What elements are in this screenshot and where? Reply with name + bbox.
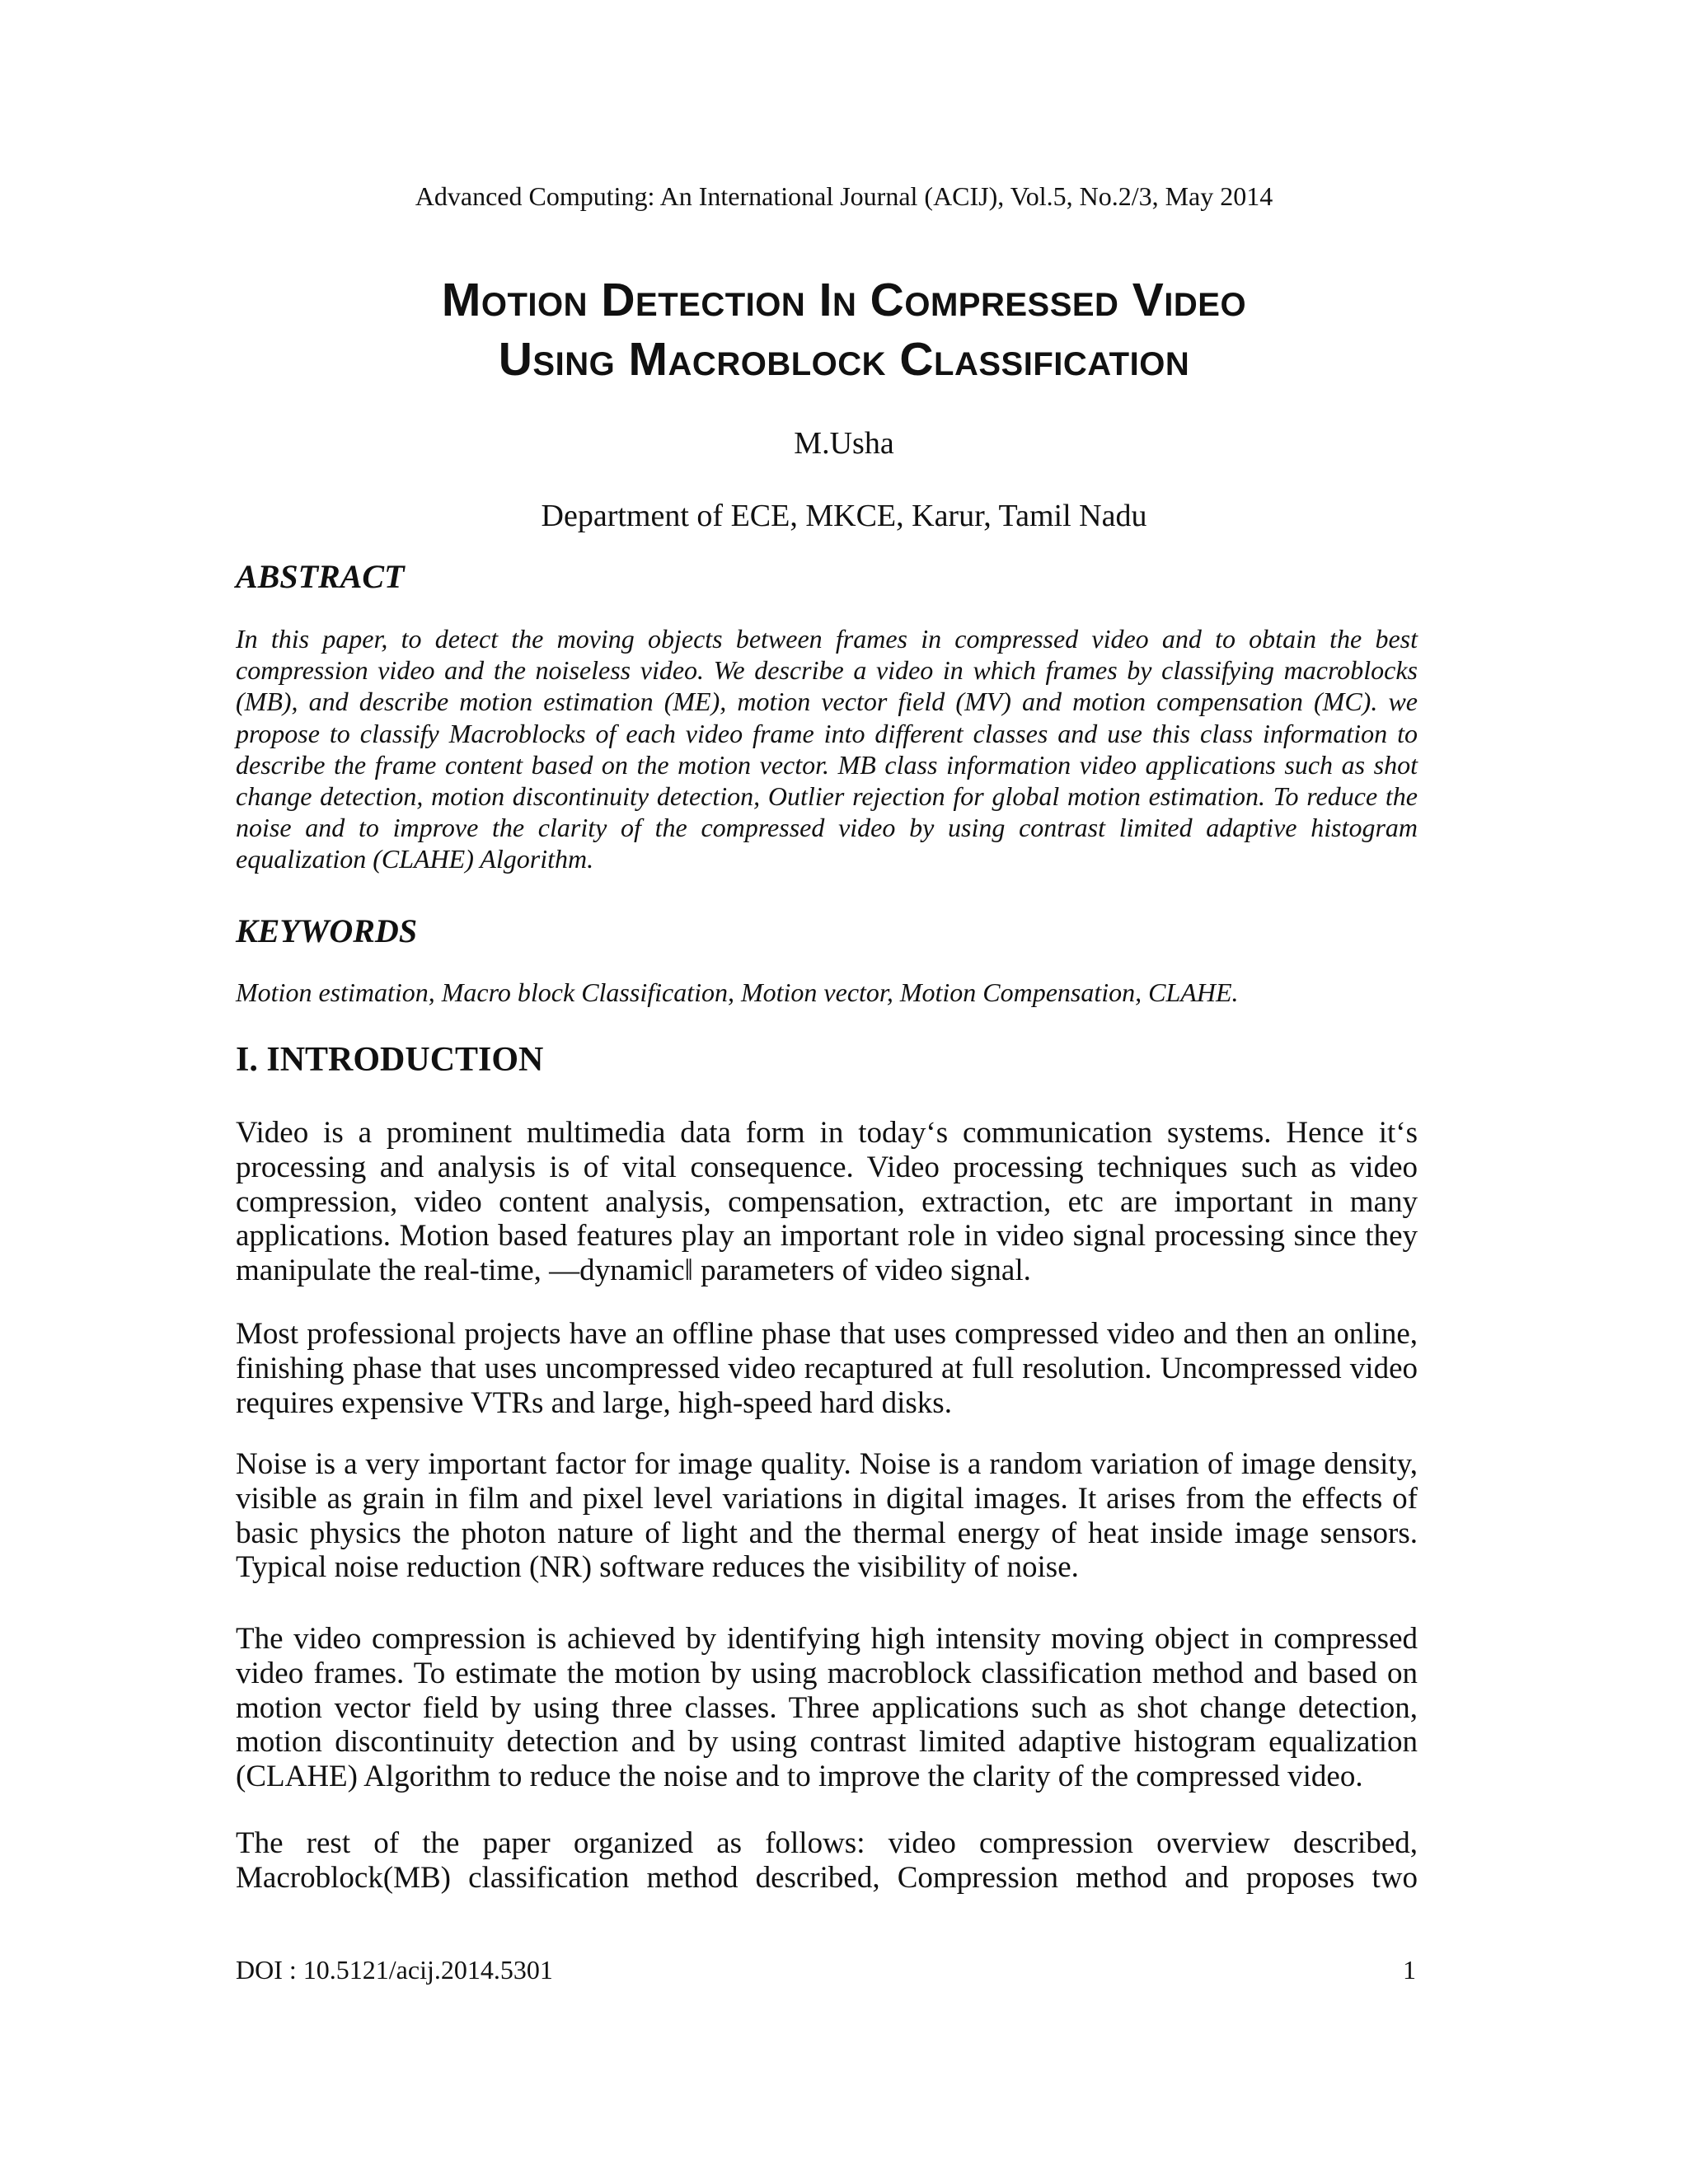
intro-paragraph-3: Noise is a very important factor for image quality. Noise is a random variation of image density, visible as grain in film and pixel level variations in digital images. It arises from the effects of basic physics the photon nature of light and the thermal energy of heat inside image sensors. Typical noise reduction (NR) software reduces the visibility of noise. bbox=[236, 1447, 1418, 1585]
title-line-2: Using Macroblock Classification bbox=[498, 333, 1190, 386]
introduction-heading: I. INTRODUCTION bbox=[236, 1041, 544, 1079]
abstract-heading: ABSTRACT bbox=[236, 558, 405, 595]
intro-paragraph-2: Most professional projects have an offline phase that uses compressed video and then an online, finishing phase that uses uncompressed video recaptured at full resolution. Uncompressed video requires expensive VTRs and large, high-speed hard disks. bbox=[236, 1317, 1418, 1420]
title-line-1: Motion Detection In Compressed Video bbox=[441, 274, 1247, 326]
intro-paragraph-5: The rest of the paper organized as follows: video compression overview described, Macroblock(MB) classification method described, Compression method and proposes two bbox=[236, 1826, 1418, 1895]
journal-header: Advanced Computing: An International Journal (ACIJ), Vol.5, No.2/3, May 2014 bbox=[415, 181, 1273, 211]
author-name: M.Usha bbox=[794, 426, 894, 461]
keywords-heading: KEYWORDS bbox=[236, 912, 418, 949]
intro-paragraph-4: The video compression is achieved by identifying high intensity moving object in compressed video frames. To estimate the motion by using macroblock classification method and based on motion vector field by using three classes. Three applications such as shot change detection, motion discontinuity detection and by using contrast limited adaptive histogram equalization (CLAHE) Algorithm to reduce the noise and to improve the clarity of the compressed video. bbox=[236, 1622, 1418, 1794]
keywords-text: Motion estimation, Macro block Classification, Motion vector, Motion Compensation, CLAHE. bbox=[236, 977, 1239, 1007]
author-affiliation: Department of ECE, MKCE, Karur, Tamil Nadu bbox=[541, 499, 1147, 533]
abstract-text: In this paper, to detect the moving objects between frames in compressed video and to obtain the best compression video and the noiseless video. We describe a video in which frames by classifying macroblocks (MB), and describe motion estimation (ME), motion vector field (MV) and motion compensation (MC). we propose to classify Macroblocks of each video frame into different classes and use this class information to describe the frame content based on the motion vector. MB class information video applications such as shot change detection, motion discontinuity detection, Outlier rejection for global motion estimation. To reduce the noise and to improve the clarity of the compressed video by using contrast limited adaptive histogram equalization (CLAHE) Algorithm. bbox=[236, 624, 1418, 874]
page-number: 1 bbox=[1403, 1955, 1416, 1985]
footer-doi: DOI : 10.5121/acij.2014.5301 bbox=[236, 1955, 553, 1985]
intro-paragraph-1: Video is a prominent multimedia data form in today‘s communication systems. Hence it‘s processing and analysis is of vital consequence. Video processing techniques such as video compression, video content analysis, compensation, extraction, etc are important in many applications. Motion based features play an important role in video signal processing since they manipulate the real-time, ―dynamic‖ parameters of video signal. bbox=[236, 1116, 1418, 1288]
paper-title bbox=[0, 270, 1688, 389]
